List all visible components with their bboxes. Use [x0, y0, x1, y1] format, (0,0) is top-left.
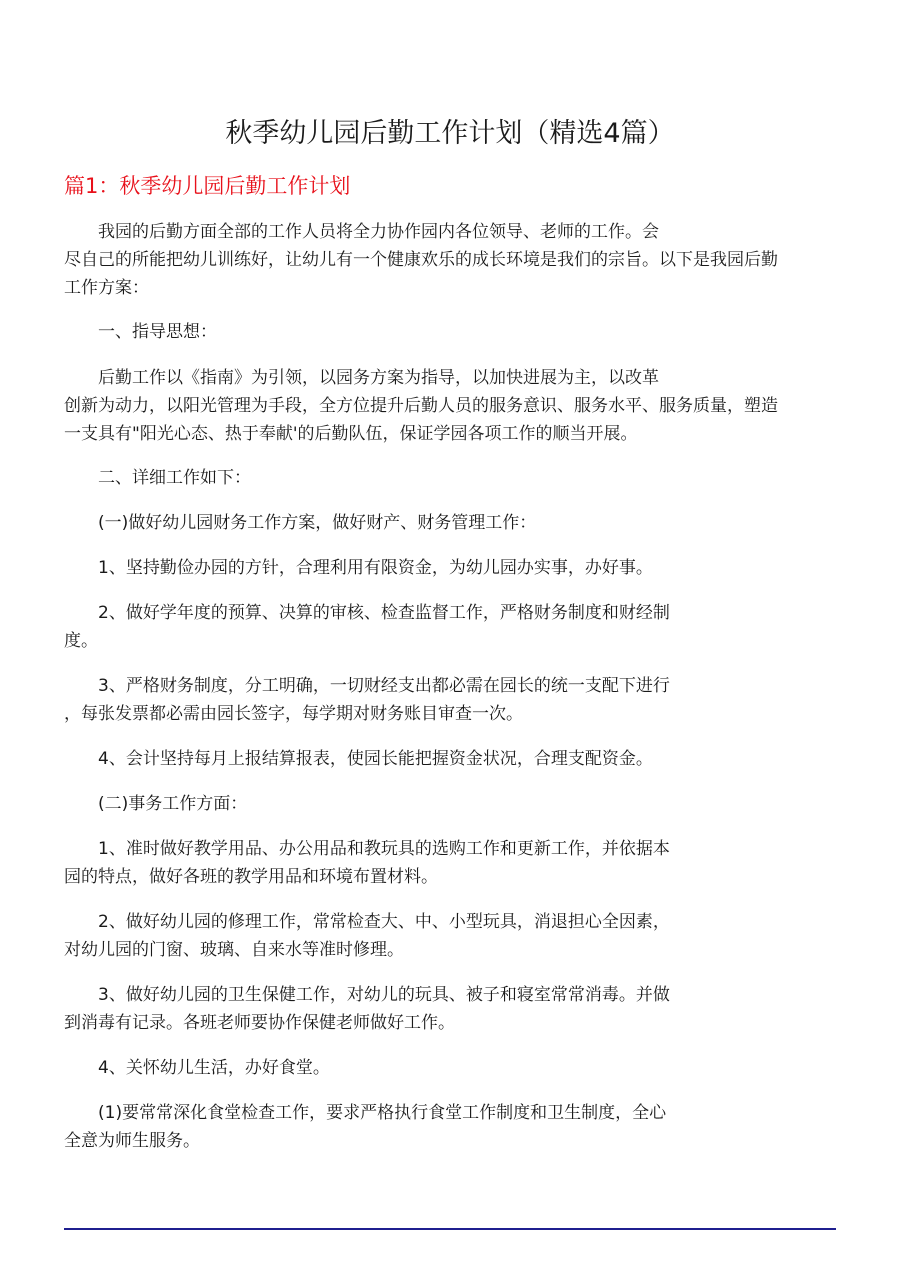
- paragraph-line: (二)事务工作方面：: [98, 794, 248, 814]
- paragraph-line: 对幼儿园的门窗、玻璃、自来水等准时修理。: [64, 940, 404, 960]
- paragraph-line: 二、详细工作如下：: [98, 468, 251, 488]
- paragraph-line: 我园的后勤方面全部的工作人员将全力协作园内各位领导、老师的工作。会: [98, 222, 659, 242]
- paragraph-line: 3、做好幼儿园的卫生保健工作，对幼儿的玩具、被子和寝室常常消毒。并做: [98, 985, 670, 1005]
- paragraph-line: 后勤工作以《指南》为引领，以园务方案为指导，以加快进展为主，以改革: [98, 368, 659, 388]
- paragraph-line: 2、做好学年度的预算、决算的审核、检查监督工作，严格财务制度和财经制: [98, 603, 670, 623]
- paragraph-line: ，每张发票都必需由园长签字，每学期对财务账目审查一次。: [64, 704, 523, 724]
- paragraph-line: 尽自己的所能把幼儿训练好，让幼儿有一个健康欢乐的成长环境是我们的宗旨。以下是我园后勤: [64, 250, 778, 270]
- footer-rule: [64, 1228, 836, 1230]
- paragraph-line: 1、准时做好教学用品、办公用品和教玩具的选购工作和更新工作，并依据本: [98, 839, 670, 859]
- paragraph-line: 一支具有"阳光心态、热于奉献'的后勤队伍，保证学园各项工作的顺当开展。: [64, 424, 638, 444]
- paragraph-line: 3、严格财务制度，分工明确，一切财经支出都必需在园长的统一支配下进行: [98, 676, 670, 696]
- paragraph-line: 4、关怀幼儿生活，办好食堂。: [98, 1058, 330, 1078]
- paragraph-line: (一)做好幼儿园财务工作方案，做好财产、财务管理工作：: [98, 513, 537, 533]
- paragraph-line: 2、做好幼儿园的修理工作，常常检查大、中、小型玩具，消退担心全因素，: [98, 912, 670, 932]
- document-title: 秋季幼儿园后勤工作计划（精选4篇）: [225, 118, 675, 149]
- paragraph-line: 园的特点，做好各班的教学用品和环境布置材料。: [64, 867, 438, 887]
- paragraph-line: 4、会计坚持每月上报结算报表，使园长能把握资金状况，合理支配资金。: [98, 749, 653, 769]
- paragraph-line: 创新为动力，以阳光管理为手段，全方位提升后勤人员的服务意识、服务水平、服务质量，塑造: [64, 396, 778, 416]
- paragraph-line: 1、坚持勤俭办园的方针，合理利用有限资金，为幼儿园办实事，办好事。: [98, 558, 653, 578]
- section-heading: 篇1：秋季幼儿园后勤工作计划: [64, 174, 351, 198]
- paragraph-line: 度。: [64, 631, 98, 651]
- paragraph-line: 工作方案：: [64, 278, 149, 298]
- paragraph-line: 全意为师生服务。: [64, 1131, 200, 1151]
- paragraph-line: (1)要常常深化食堂检查工作，要求严格执行食堂工作制度和卫生制度，全心: [98, 1103, 667, 1123]
- paragraph-line: 一、指导思想：: [98, 322, 217, 342]
- paragraph-line: 到消毒有记录。各班老师要协作保健老师做好工作。: [64, 1013, 455, 1033]
